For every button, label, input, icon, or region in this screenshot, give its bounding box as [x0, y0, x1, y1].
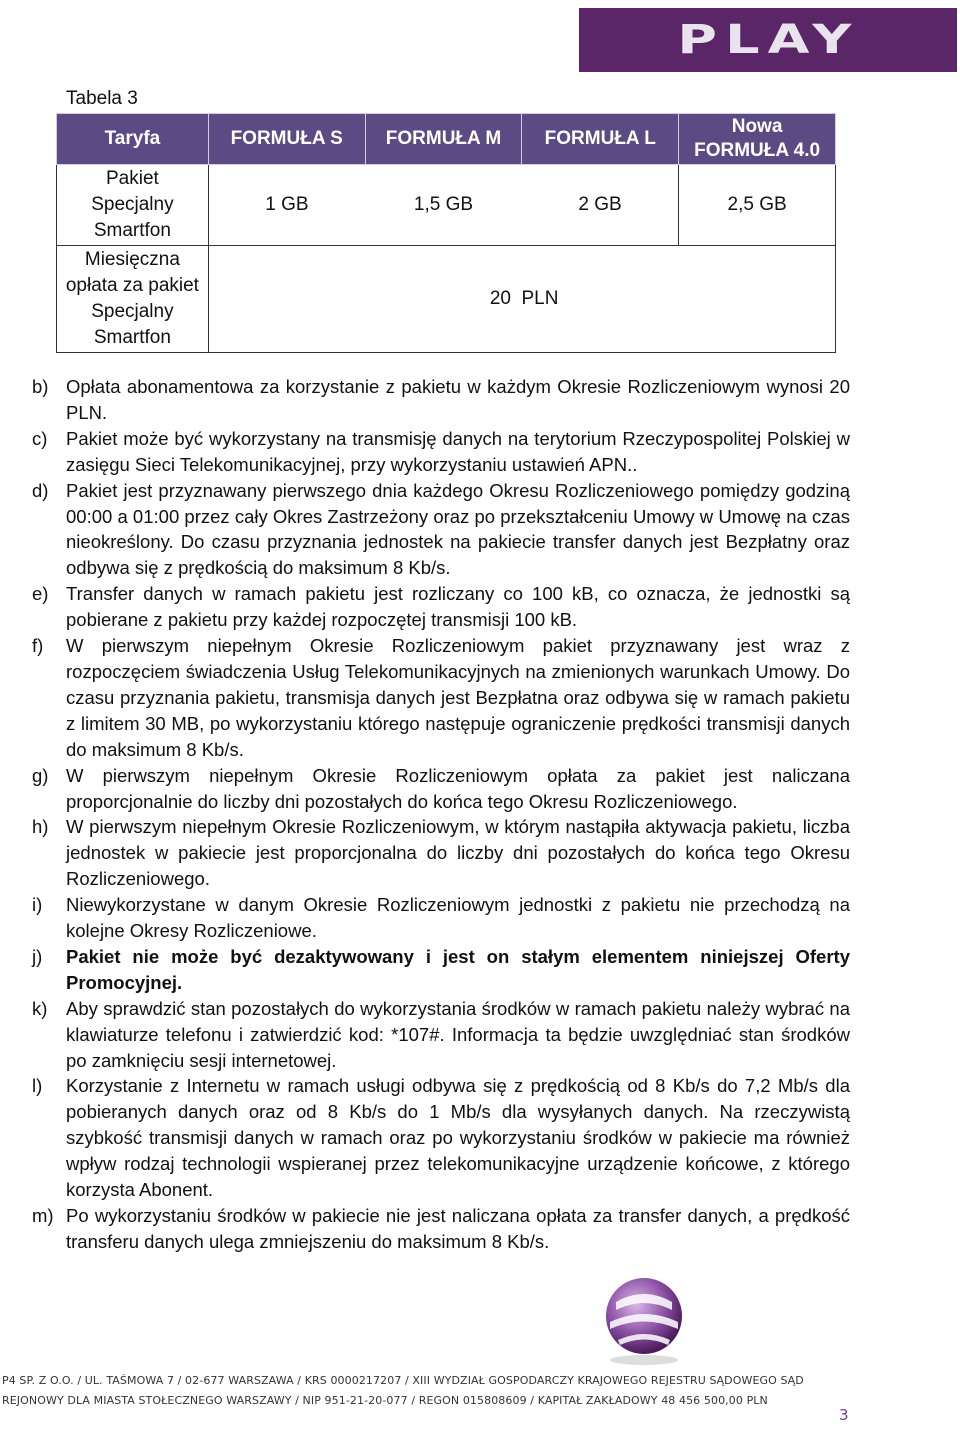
- item-label: m): [32, 1205, 54, 1226]
- item-text: Korzystanie z Internetu w ramach usługi odbywa się z prędkością od 8 Kb/s do 7,2 Mb/s dla pobieranych danych oraz od 8 Kb/s do 1 Mb/s dla wysyłanych danych. Na rzeczywistą szybkość transmisji danych w ramach oraz po wykorzystaniu środków w pakiecie ma również wpływ rodzaj technologii wspieranej przez telekomunikacyjne urządzenie końcowe, z którego korzysta Abonent.: [66, 1075, 850, 1201]
- list-item: [32, 996, 850, 1074]
- item-text: Aby sprawdzić stan pozostałych do wykorzystania środków w ramach pakietu należy wybrać na klawiaturze telefonu i zatwierdzić kod: *107#. Informacja ta będzie uwzględniać stan środków po zamknięciu sesji internetowej.: [66, 997, 850, 1071]
- play-logo: [579, 8, 957, 72]
- item-text: Pakiet może być wykorzystany na transmisję danych na terytorium Rzeczypospolitej Polskiej w zasięgu Sieci Telekomunikacyjnej, przy wykorzystaniu ustawień APN..: [66, 427, 850, 475]
- item-label: g): [32, 764, 49, 786]
- table-cell: 1,5 GB: [365, 165, 522, 246]
- list-item: [32, 1073, 850, 1203]
- item-label: f): [32, 635, 44, 657]
- list-item: [32, 374, 850, 426]
- item-label: c): [32, 427, 48, 449]
- item-text: Pakiet jest przyznawany pierwszego dnia każdego Okresu Rozliczeniowego pomiędzy godziną 00:00 a 01:00 przez cały Okres Zastrzeżony oraz po przekształceniu Umowy w Umowę na czas nieokreślony. Do czasu przyznania jednostek na pakiecie transfer danych jest Bezpłatny oraz odbywa się z prędkością do maksimum 8 Kb/s.: [66, 479, 850, 579]
- header-cell: FORMUŁA M: [365, 114, 522, 165]
- item-label: b): [32, 376, 49, 397]
- list-item: [32, 426, 850, 478]
- table-cell: 1 GB: [208, 165, 365, 246]
- terms-list: [32, 374, 850, 1255]
- item-label: e): [32, 583, 49, 605]
- header-cell: Nowa FORMUŁA 4.0: [679, 114, 836, 165]
- item-label: l): [32, 1075, 43, 1097]
- tariff-table: [56, 113, 836, 353]
- table-cell: 2 GB: [522, 165, 679, 246]
- table-cell: 2,5 GB: [679, 165, 836, 246]
- table-row: [57, 246, 836, 353]
- item-label: h): [32, 816, 49, 838]
- table-caption: Tabela 3: [66, 88, 138, 109]
- list-item: [32, 581, 850, 633]
- header-cell: Taryfa: [57, 114, 209, 165]
- list-item: [32, 1203, 850, 1255]
- list-item: [32, 892, 850, 944]
- item-text: Transfer danych w ramach pakietu jest rozliczany co 100 kB, co oznacza, że jednostki są pobierane z pakietu przy każdej rozpoczętej transmisji 100 kB.: [66, 583, 850, 631]
- item-text: Pakiet nie może być dezaktywowany i jest on stałym elementem niniejszej Oferty Promocyjnej.: [66, 945, 850, 993]
- list-item: [32, 478, 850, 582]
- item-text: Opłata abonamentowa za korzystanie z pakietu w każdym Okresie Rozliczeniowym wynosi 20 PLN.: [66, 376, 850, 423]
- item-text: Po wykorzystaniu środków w pakiecie nie jest naliczana opłata za transfer danych, a prędkość transferu danych ulega zmniejszeniu do maksimum 8 Kb/s.: [66, 1205, 850, 1252]
- list-item: [32, 763, 850, 815]
- header-cell: FORMUŁA L: [522, 114, 679, 165]
- item-label: d): [32, 479, 49, 501]
- monthly-fee: 20 PLN: [489, 288, 559, 309]
- footer: [2, 1371, 804, 1411]
- table-cell-merged: [208, 246, 835, 353]
- play-sphere-icon: [594, 1272, 694, 1366]
- item-label: j): [32, 945, 43, 967]
- item-text: W pierwszym niepełnym Okresie Rozliczeniowym pakiet przyznawany jest wraz z rozpoczęciem świadczenia Usług Telekomunikacyjnych na zmienionych warunkach Umowy. Do czasu przyznania pakietu, transmisja danych jest Bezpłatna oraz odbywa się w ramach pakietu z limitem 30 MB, po wykorzystaniu którego następuje ograniczenie prędkości transmisji danych do maksimum 8 Kb/s.: [66, 635, 850, 760]
- list-item: [32, 944, 850, 996]
- table-row: [57, 165, 836, 246]
- item-text: Niewykorzystane w danym Okresie Rozliczeniowym jednostki z pakietu nie przechodzą na kolejne Okresy Rozliczeniowe.: [66, 894, 850, 942]
- item-label: k): [32, 997, 48, 1019]
- item-label: i): [32, 894, 43, 916]
- play-logo-text: PLAY: [676, 17, 860, 63]
- footer-line: REJONOWY DLA MIASTA STOŁECZNEGO WARSZAWY / NIP 951-21-20-077 / REGON 015808609 / KAPITAŁ ZAKŁADOWY 48 456 500,00 PLN: [2, 1394, 768, 1407]
- footer-line: P4 SP. Z O.O. / UL. TAŚMOWA 7 / 02-677 WARSZAWA / KRS 0000217207 / XIII WYDZIAŁ GOSPODARCZY KRAJOWEGO REJESTRU SĄDOWEGO SĄD: [2, 1374, 804, 1387]
- row-label: Pakiet Specjalny Smartfon: [57, 165, 209, 246]
- list-item: [32, 633, 850, 763]
- list-item: [32, 814, 850, 892]
- item-text: W pierwszym niepełnym Okresie Rozliczeniowym opłata za pakiet jest naliczana proporcjonalnie do liczby dni pozostałych do końca tego Okresu Rozliczeniowego.: [66, 764, 850, 812]
- header-cell: FORMUŁA S: [208, 114, 365, 165]
- item-text: W pierwszym niepełnym Okresie Rozliczeniowym, w którym nastąpiła aktywacja pakietu, liczba jednostek w pakiecie jest proporcjonalna do liczby dni pozostałych do końca tego Okresu Rozliczeniowego.: [66, 816, 850, 890]
- page-number: 3: [839, 1406, 849, 1424]
- row-label: Miesięczna opłata za pakiet Specjalny Smartfon: [57, 246, 209, 353]
- table-header-row: [57, 114, 836, 165]
